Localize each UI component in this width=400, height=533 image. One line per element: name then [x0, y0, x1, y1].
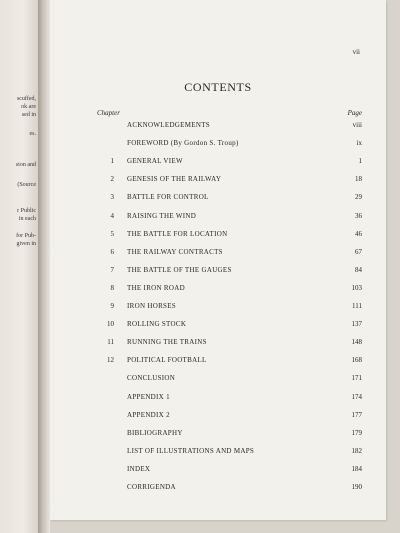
left-page-fragment: ok are — [21, 104, 36, 110]
left-page-fragment: es. — [29, 131, 36, 137]
toc-page-number: viii — [352, 121, 362, 129]
toc-entry — [50, 445, 386, 457]
book-gutter — [38, 0, 50, 533]
contents-page — [50, 0, 386, 520]
toc-entry-title: CONCLUSION — [127, 374, 176, 383]
toc-entry-title: CORRIGENDA — [127, 483, 176, 491]
toc-page-number: 177 — [351, 410, 362, 419]
toc-entry-title: BATTLE FOR CONTROL — [127, 193, 209, 202]
toc-chapter-number: 8 — [110, 283, 114, 292]
toc-entry-title: POLITICAL FOOTBALL — [127, 356, 207, 365]
toc-entry-title: LIST OF ILLUSTRATIONS AND MAPS — [127, 446, 255, 455]
toc-chapter-number: 6 — [110, 247, 114, 256]
toc-entry — [50, 300, 386, 312]
left-page-fragment: for Pub- — [16, 233, 36, 239]
toc-chapter-number: 3 — [110, 193, 114, 202]
toc-entry — [50, 246, 386, 258]
toc-page-number: 84 — [355, 265, 362, 274]
toc-entry-title: GENERAL VIEW — [127, 157, 183, 166]
toc-page-number: 190 — [351, 483, 362, 491]
left-page-fragment: given in — [16, 241, 36, 247]
toc-entry — [50, 282, 386, 294]
toc-page-number: 179 — [351, 428, 362, 437]
toc-entry — [50, 354, 386, 366]
toc-page-number: 174 — [351, 392, 362, 401]
toc-page-number: 46 — [355, 229, 362, 238]
toc-entry-title: THE IRON ROAD — [127, 283, 185, 292]
toc-entry — [50, 336, 386, 348]
toc-entry-title: IRON HORSES — [127, 302, 177, 310]
left-page-fragment: sion and — [15, 162, 36, 168]
toc-page-number: 103 — [351, 283, 362, 292]
toc-chapter-number: 7 — [110, 265, 114, 274]
toc-entry — [50, 173, 386, 185]
chapter-column-header: Chapter — [97, 109, 120, 117]
toc-page-number: 111 — [352, 302, 362, 310]
toc-entry — [50, 228, 386, 240]
toc-page-number: 18 — [355, 175, 362, 184]
toc-page-number: 29 — [355, 193, 362, 202]
left-page-fragment: (Source — [17, 182, 36, 188]
toc-entry-title: BIBLIOGRAPHY — [127, 428, 183, 437]
toc-chapter-number: 12 — [107, 356, 114, 365]
toc-page-number: ix — [356, 139, 362, 148]
toc-entry — [50, 481, 386, 493]
toc-entry-title: INDEX — [127, 464, 151, 473]
toc-chapter-number: 11 — [107, 338, 114, 347]
toc-page-number: 182 — [351, 446, 362, 455]
toc-entry — [50, 318, 386, 330]
toc-entry-title: ACKNOWLEDGEMENTS — [127, 121, 210, 129]
page-number: vii — [352, 48, 360, 56]
toc-entry — [50, 391, 386, 403]
toc-page-number: 67 — [355, 247, 362, 256]
left-page — [0, 0, 38, 533]
toc-entry — [50, 409, 386, 421]
toc-entry-title: APPENDIX 2 — [127, 410, 170, 419]
left-page-fragment: scuffed, — [16, 96, 36, 102]
left-page-fragment: sed in — [21, 112, 36, 118]
left-page-fragment: r Public — [17, 208, 36, 214]
toc-chapter-number: 9 — [110, 302, 114, 310]
toc-chapter-number: 10 — [107, 320, 114, 329]
toc-entry-title: APPENDIX 1 — [127, 392, 170, 401]
toc-page-number: 1 — [358, 157, 362, 166]
toc-page-number: 36 — [355, 211, 362, 220]
toc-entry — [50, 137, 386, 149]
toc-entry — [50, 427, 386, 439]
toc-entry — [50, 210, 386, 222]
page-title: CONTENTS — [184, 80, 252, 94]
toc-entry-title: THE RAILWAY CONTRACTS — [127, 247, 223, 256]
page-column-header: Page — [347, 109, 362, 117]
toc-entry — [50, 155, 386, 167]
toc-entry — [50, 264, 386, 276]
toc-entry-title: FOREWORD (By Gordon S. Troup) — [127, 139, 239, 148]
toc-page-number: 184 — [351, 464, 362, 473]
toc-chapter-number: 2 — [110, 175, 114, 184]
toc-entry-title: RAISING THE WIND — [127, 211, 197, 220]
toc-entry-title: ROLLING STOCK — [127, 320, 187, 329]
toc-entry-title: THE BATTLE OF THE GAUGES — [127, 265, 232, 274]
toc-entry-title: RUNNING THE TRAINS — [127, 338, 207, 347]
toc-entry-title: GENESIS OF THE RAILWAY — [127, 175, 222, 184]
toc-entry — [50, 191, 386, 203]
toc-page-number: 168 — [351, 356, 362, 365]
toc-entry-title: THE BATTLE FOR LOCATION — [127, 229, 228, 238]
toc-chapter-number: 4 — [110, 211, 114, 220]
toc-page-number: 171 — [351, 374, 362, 383]
toc-entry — [50, 463, 386, 475]
toc-entry — [50, 372, 386, 384]
toc-page-number: 137 — [351, 320, 362, 329]
toc-chapter-number: 1 — [110, 157, 114, 166]
left-page-fragment: in each — [18, 216, 36, 222]
toc-entry — [50, 119, 386, 131]
toc-page-number: 148 — [351, 338, 362, 347]
toc-chapter-number: 5 — [110, 229, 114, 238]
